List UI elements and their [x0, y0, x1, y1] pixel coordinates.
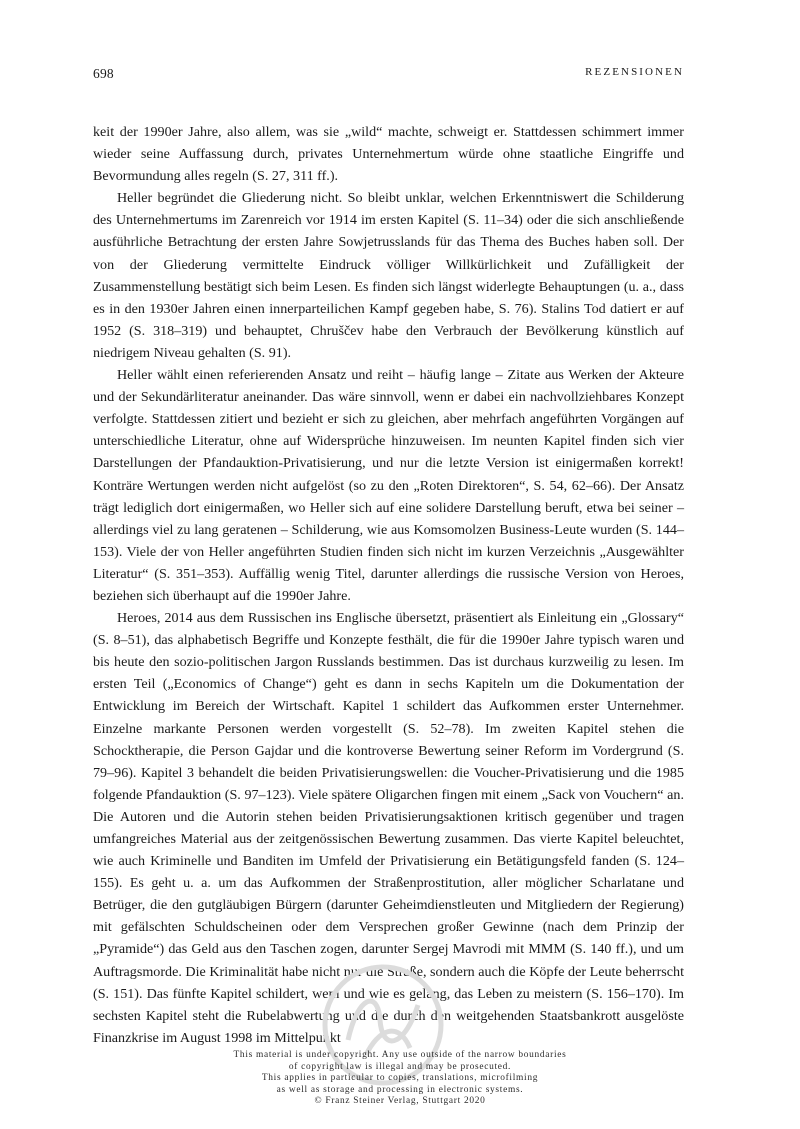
paragraph: Heroes, 2014 aus dem Russischen ins Englische übersetzt, präsentiert als Einleitung ein „Glossary“ (S. 8–51), das alphabetisch Begriffe und Konzepte festhält, die für die 1990er Jahre typisch waren und bis heute den sozio-politischen Jargon Russlands bestimmen. Das ist durchaus kurzweilig zu lesen. Im ersten Teil („Economics of Change“) geht es dann in sechs Kapiteln um die Dokumentation der Entwicklung im Bereich der Wirtschaft. Kapitel 1 schildert das Aufkommen erster Unternehmer. Einzelne markante Personen werden vorgestellt (S. 52–78). Im zweiten Kapitel stehen die Schocktherapie, die Person Gajdar und die kontroverse Bewertung seiner Reform im Vordergrund (S. 79–96). Kapitel 3 behandelt die beiden Privatisierungswellen: die Voucher-Privatisierung und die 1985 folgende Pfandauktion (S. 97–123). Viele spätere Oligarchen fingen mit einem „Sack von Vouchern“ an. Die Autoren und die Autorin stehen beiden Privatisierungsaktionen kritisch gegenüber und tragen umfangreiches Material aus der zeitgenössischen Bewertung zusammen. Das vierte Kapitel beleuchtet, wie auch Kriminelle und Banditen im Umfeld der Privatisierung ein Betätigungsfeld fanden (S. 124–155). Es geht u. a. um das Aufkommen der Straßenprostitution, aller möglicher Scharlatane und Betrüger, die den gutgläubigen Bürgern (darunter Geheimdienstleuten und Mitgliedern der Regierung) mit gefälschten Schuldscheinen oder dem Versprechen großer Gewinne (nach dem Prinzip der „Pyramide“) das Geld aus den Taschen zogen, darunter Sergej Mavrodi mit MMM (S. 140 ff.), und um Auftragsmorde. Die Kriminalität habe nicht nur die Straße, sondern auch die Köpfe der Leute beherrscht (S. 151). Das fünfte Kapitel schildert, wem und wie es gelang, das Leben zu meistern (S. 156–170). Im sechsten Kapitel steht die Rubelabwertung und die durch den weitgehenden Staatsbankrott ausgelöste Finanzkrise im August 1998 im Mittelpunkt — [93, 610, 684, 1046]
copyright-line: as well as storage and processing in electronic systems. — [276, 1084, 524, 1095]
article-body — [93, 121, 684, 1049]
copyright-line: This material is under copyright. Any use outside of the narrow boundaries — [233, 1050, 567, 1060]
paragraph: Heller begründet die Gliederung nicht. So bleibt unklar, welchen Erkenntniswert die Schilderung des Unternehmertums im Zarenreich vor 1914 im ersten Kapitel (S. 11–34) oder die sich anschließende ausführliche Betrachtung der ersten Jahre Sowjetrusslands für das Thema des Buches haben soll. Der von der Gliederung vermittelte Eindruck völliger Willkürlichkeit und Zufälligkeit der Zusammenstellung bestätigt sich beim Lesen. Es finden sich längst widerlegte Behauptungen (u. a., dass es in den 1930er Jahren einen innerparteilichen Kampf gegeben habe, S. 76). Stalins Tod datiert er auf 1952 (S. 318–319) und behauptet, Chruščev habe den Verbrauch der Bevölkerung künstlich auf niedrigem Niveau gehalten (S. 91). — [93, 190, 684, 361]
copyright-line: This applies in particular to copies, translations, microfilming — [261, 1073, 539, 1084]
copyright-notice — [180, 1050, 620, 1108]
page-header — [93, 66, 684, 88]
running-head: REZENSIONEN — [585, 66, 684, 78]
paragraph: Heller wählt einen referierenden Ansatz und reiht – häufig lange – Zitate aus Werken der Akteure und der Sekundärliteratur aneinander. Das wäre sinnvoll, wenn er dabei ein nachvollziehbares Konzept verfolgte. Stattdessen zitiert und bezieht er sich zu gleichen, aber mehrfach angeführten Vorgängen auf unterschiedliche Literatur, ohne auf Widersprüche hinzuweisen. Im neunten Kapitel finden sich vier Darstellungen der Pfandauktion-Privatisierung, und nur die letzte Version ist einigermaßen korrekt! Konträre Wertungen werden nicht aufgelöst (so zu den „Roten Direktoren“, S. 54, 62–66). Der Ansatz trägt lediglich dort einigermaßen, wo Heller sich auf eine solidere Darstellung beruft, etwa bei seiner – allerdings viel zu lang geratenen – Schilderung, wie aus Komsomolzen Business-Leute wurden (S. 144–153). Viele der von Heller angeführten Studien finden sich nicht im kurzen Verzeichnis „Ausgewählter Literatur“ (S. 351–353). Auffällig wenig Titel, darunter allerdings die russische Version von Heroes, beziehen sich überhaupt auf die 1990er Jahre. — [93, 367, 684, 604]
copyright-line: © Franz Steiner Verlag, Stuttgart 2020 — [314, 1096, 486, 1107]
copyright-line: of copyright law is illegal and may be prosecuted. — [288, 1061, 512, 1072]
paragraph: keit der 1990er Jahre, also allem, was sie „wild“ machte, schweigt er. Stattdessen schimmert immer wieder seine Auffassung durch, privates Unternehmertum würde ohne staatliche Eingriffe und Bevormundung alles regeln (S. 27, 311 ff.). — [93, 124, 684, 185]
page-number: 698 — [93, 66, 114, 81]
